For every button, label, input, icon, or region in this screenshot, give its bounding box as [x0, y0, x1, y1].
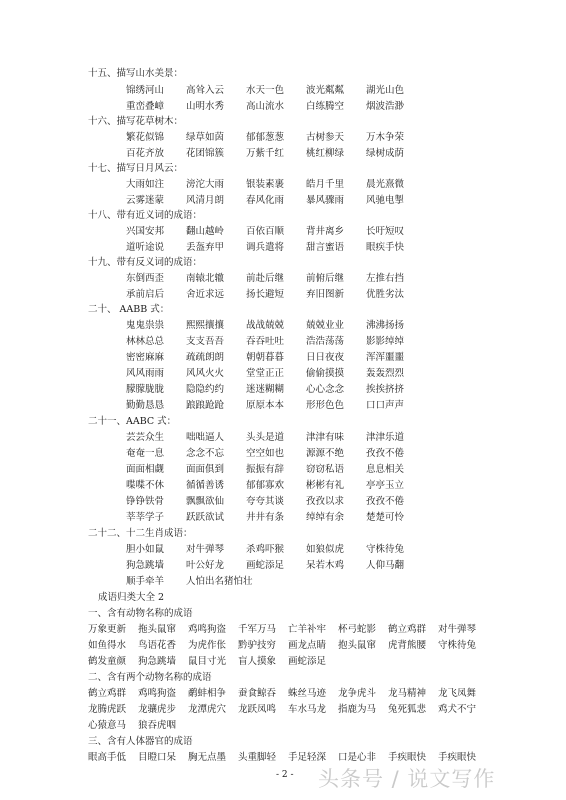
part-title: 成语归类大全 2: [98, 592, 165, 603]
idiom: 守株待兔: [438, 640, 477, 651]
idiom: 循循善诱: [186, 480, 225, 491]
idiom: 晨光熹微: [366, 179, 405, 190]
idiom: 绿草如茵: [186, 132, 225, 143]
section-heading: 十九、带有反义词的成语：: [88, 257, 203, 268]
idiom: 风清月朗: [186, 195, 225, 206]
idiom: 亡羊补牢: [288, 624, 327, 635]
idiom: 鹤立鸡群: [388, 624, 427, 635]
idiom: 波光粼粼: [306, 85, 345, 96]
idiom: 万木争荣: [366, 132, 405, 143]
idiom: 勤勤恳恳: [126, 400, 165, 411]
idiom: 甜言蜜语: [306, 242, 345, 253]
idiom: 蛛丝马迹: [288, 688, 327, 699]
idiom: 念念不忘: [186, 448, 225, 459]
idiom: 手疾眼快: [388, 752, 427, 763]
category-heading: 二、含有两个动物名称的成语: [88, 672, 212, 683]
idiom: 弃旧图新: [306, 289, 345, 300]
idiom: 林林总总: [126, 336, 165, 347]
idiom: 人怕出名猪怕壮: [186, 576, 253, 587]
idiom: 高耸入云: [186, 85, 225, 96]
idiom: 绰绰有余: [306, 512, 345, 523]
idiom: 夸夸其谈: [246, 496, 285, 507]
idiom: 原原本本: [246, 400, 285, 411]
idiom: 银装素裹: [246, 179, 285, 190]
idiom: 翻山越岭: [186, 226, 225, 237]
idiom: 彬彬有礼: [306, 480, 345, 491]
idiom: 鸟语花香: [138, 640, 177, 651]
section-heading: 二十一、AABC 式：: [88, 416, 177, 427]
idiom: 浩浩荡荡: [306, 336, 345, 347]
idiom: 风风火火: [186, 368, 225, 379]
idiom: 熙熙攘攘: [186, 320, 225, 331]
idiom: 山明水秀: [186, 101, 225, 112]
idiom: 守株待兔: [366, 544, 405, 555]
section-heading: 十六、描写花草树木：: [88, 116, 184, 127]
idiom: 虎背熊腰: [388, 640, 427, 651]
idiom: 人仰马翻: [366, 560, 405, 571]
idiom: 迷迷糊糊: [246, 384, 285, 395]
idiom: 眼疾手快: [366, 242, 405, 253]
idiom: 杯弓蛇影: [338, 624, 377, 635]
idiom: 龙飞凤舞: [438, 688, 477, 699]
idiom: 前俯后继: [306, 273, 345, 284]
idiom: 车水马龙: [288, 704, 327, 715]
idiom: 万紫千红: [246, 148, 285, 159]
idiom: 东倒西歪: [126, 273, 165, 284]
idiom: 支支吾吾: [186, 336, 225, 347]
idiom: 胆小如鼠: [126, 544, 165, 555]
section-heading: 十七、描写日月风云：: [88, 163, 184, 174]
idiom: 鹤立鸡群: [88, 688, 127, 699]
idiom: 奄奄一息: [126, 448, 165, 459]
idiom: 万象更新: [88, 624, 127, 635]
idiom: 堂堂正正: [246, 368, 285, 379]
idiom: 铮铮铁骨: [126, 496, 165, 507]
idiom: 画龙点睛: [288, 640, 327, 651]
idiom: 龙马精神: [388, 688, 427, 699]
idiom: 吞吞吐吐: [246, 336, 285, 347]
idiom: 井井有条: [246, 512, 285, 523]
idiom: 手足轻深: [288, 752, 327, 763]
idiom: 芸芸众生: [126, 432, 165, 443]
idiom: 狗急跳墙: [138, 656, 177, 667]
idiom: 水天一色: [246, 85, 285, 96]
idiom: 如狼似虎: [306, 544, 345, 555]
idiom: 鹤发童颜: [88, 656, 127, 667]
idiom: 为虎作伥: [188, 640, 227, 651]
section-heading: 十八、带有近义词的成语：: [88, 210, 203, 221]
idiom: 白练腾空: [306, 101, 345, 112]
idiom: 兔死狐悲: [388, 704, 427, 715]
section-heading: 二十二、十二生肖成语：: [88, 528, 193, 539]
idiom: 画蛇添足: [246, 560, 285, 571]
idiom: 手疾眼快: [438, 752, 477, 763]
idiom: 百花齐放: [126, 148, 165, 159]
idiom: 面面俱到: [186, 464, 225, 475]
idiom: 空空如也: [246, 448, 285, 459]
idiom: 目瞪口呆: [138, 752, 177, 763]
idiom: 浑浑噩噩: [366, 352, 405, 363]
idiom: 孜孜以求: [306, 496, 345, 507]
idiom: 风风雨雨: [126, 368, 165, 379]
idiom: 指鹿为马: [338, 704, 377, 715]
idiom: 春风化雨: [246, 195, 285, 206]
idiom: 皓月千里: [306, 179, 345, 190]
idiom: 云雾迷蒙: [126, 195, 165, 206]
idiom: 优胜劣汰: [366, 289, 405, 300]
idiom: 兢兢业业: [306, 320, 345, 331]
idiom: 朦朦胧胧: [126, 384, 165, 395]
idiom: 舍近求远: [186, 289, 225, 300]
idiom: 踉踉跄跄: [186, 400, 225, 411]
idiom: 绿树成荫: [366, 148, 405, 159]
idiom: 日日夜夜: [306, 352, 345, 363]
idiom: 窃窃私语: [306, 464, 345, 475]
idiom: 花团锦簇: [186, 148, 225, 159]
idiom: 战战兢兢: [246, 320, 285, 331]
idiom: 龙腾虎跃: [88, 704, 127, 715]
idiom: 拖头鼠窜: [138, 624, 177, 635]
idiom: 鼠目寸光: [188, 656, 227, 667]
idiom: 风驰电掣: [366, 195, 405, 206]
idiom: 暴风骤雨: [306, 195, 345, 206]
idiom: 鸡鸣狗盗: [138, 688, 177, 699]
idiom: 孜孜不倦: [366, 448, 405, 459]
idiom: 津津有味: [306, 432, 345, 443]
idiom: 鸡犬不宁: [438, 704, 477, 715]
section-heading: 二十、 AABB 式：: [88, 304, 170, 315]
idiom: 湖光山色: [366, 85, 405, 96]
idiom: 形形色色: [306, 400, 345, 411]
idiom: 承前启后: [126, 289, 165, 300]
idiom: 眼高手低: [88, 752, 127, 763]
idiom: 沸沸扬扬: [366, 320, 405, 331]
idiom: 百依百顺: [246, 226, 285, 237]
idiom: 盲人摸象: [238, 656, 277, 667]
idiom: 鸡鸣狗盗: [188, 624, 227, 635]
idiom: 龙争虎斗: [338, 688, 377, 699]
idiom: 长吁短叹: [366, 226, 405, 237]
idiom: 心心念念: [306, 384, 345, 395]
idiom: 南辕北辙: [186, 273, 225, 284]
idiom: 狗急跳墙: [126, 560, 165, 571]
idiom: 扬长避短: [246, 289, 285, 300]
idiom: 鹬蚌相争: [188, 688, 227, 699]
idiom: 古树参天: [306, 132, 345, 143]
idiom: 挨挨挤挤: [366, 384, 405, 395]
idiom: 影影绰绰: [366, 336, 405, 347]
idiom: 飘飘欲仙: [186, 496, 225, 507]
idiom: 前赴后继: [246, 273, 285, 284]
idiom: 郁郁葱葱: [246, 132, 285, 143]
idiom: 龙潭虎穴: [188, 704, 227, 715]
idiom: 如鱼得水: [88, 640, 127, 651]
category-heading: 三、含有人体器官的成语: [88, 736, 193, 747]
idiom: 口口声声: [366, 400, 405, 411]
idiom: 跃跃欲试: [186, 512, 225, 523]
idiom: 对牛弹琴: [438, 624, 477, 635]
page-number: - 2 -: [276, 770, 294, 780]
idiom: 道听途说: [126, 242, 165, 253]
watermark: 头条号 / 说文写作: [318, 767, 496, 791]
idiom: 郁郁寡欢: [246, 480, 285, 491]
idiom: 大雨如注: [126, 179, 165, 190]
idiom: 疏疏朗朗: [186, 352, 225, 363]
idiom: 黔驴技穷: [238, 640, 277, 651]
idiom: 桃红柳绿: [306, 148, 345, 159]
idiom: 莘莘学子: [126, 512, 165, 523]
idiom: 左推右挡: [366, 273, 405, 284]
idiom: 孜孜不倦: [366, 496, 405, 507]
idiom: 轰轰烈烈: [366, 368, 405, 379]
idiom: 头头是道: [246, 432, 285, 443]
idiom: 叶公好龙: [186, 560, 225, 571]
section-heading: 十五、描写山水美景：: [88, 68, 184, 79]
idiom: 亭亭玉立: [366, 480, 405, 491]
idiom: 烟波浩渺: [366, 101, 405, 112]
idiom: 丢盔弃甲: [186, 242, 225, 253]
idiom: 息息相关: [366, 464, 405, 475]
idiom: 咄咄逼人: [186, 432, 225, 443]
idiom: 对牛弹琴: [186, 544, 225, 555]
idiom: 心猿意马: [88, 720, 127, 731]
idiom: 密密麻麻: [126, 352, 165, 363]
idiom: 振振有辞: [246, 464, 285, 475]
idiom: 画蛇添足: [288, 656, 327, 667]
idiom: 龙骧虎步: [138, 704, 177, 715]
idiom: 顺手牵羊: [126, 576, 165, 587]
idiom: 杀鸡吓猴: [246, 544, 285, 555]
idiom: 兴国安邦: [126, 226, 165, 237]
idiom: 鬼鬼祟祟: [126, 320, 165, 331]
idiom: 面面相觑: [126, 464, 165, 475]
idiom: 头重脚轻: [238, 752, 277, 763]
idiom: 滂沱大雨: [186, 179, 225, 190]
idiom: 狼吞虎咽: [138, 720, 177, 731]
idiom: 偷偷摸摸: [306, 368, 345, 379]
idiom: 背井离乡: [306, 226, 345, 237]
idiom: 千军万马: [238, 624, 277, 635]
idiom: 龙跃凤鸣: [238, 704, 277, 715]
idiom: 口是心非: [338, 752, 377, 763]
idiom: 朝朝暮暮: [246, 352, 285, 363]
idiom: 抱头鼠窜: [338, 640, 377, 651]
idiom: 津津乐道: [366, 432, 405, 443]
idiom: 重峦叠嶂: [126, 101, 165, 112]
idiom: 繁花似锦: [126, 132, 165, 143]
idiom: 胸无点墨: [188, 752, 227, 763]
idiom: 蚕食鲸吞: [238, 688, 277, 699]
idiom: 呆若木鸡: [306, 560, 345, 571]
idiom: 楚楚可怜: [366, 512, 405, 523]
category-heading: 一、含有动物名称的成语: [88, 608, 193, 619]
idiom: 喋喋不休: [126, 480, 165, 491]
idiom: 调兵遣将: [246, 242, 285, 253]
idiom: 隐隐约约: [186, 384, 225, 395]
idiom: 源源不绝: [306, 448, 345, 459]
idiom: 锦绣河山: [126, 85, 165, 96]
idiom: 高山流水: [246, 101, 285, 112]
